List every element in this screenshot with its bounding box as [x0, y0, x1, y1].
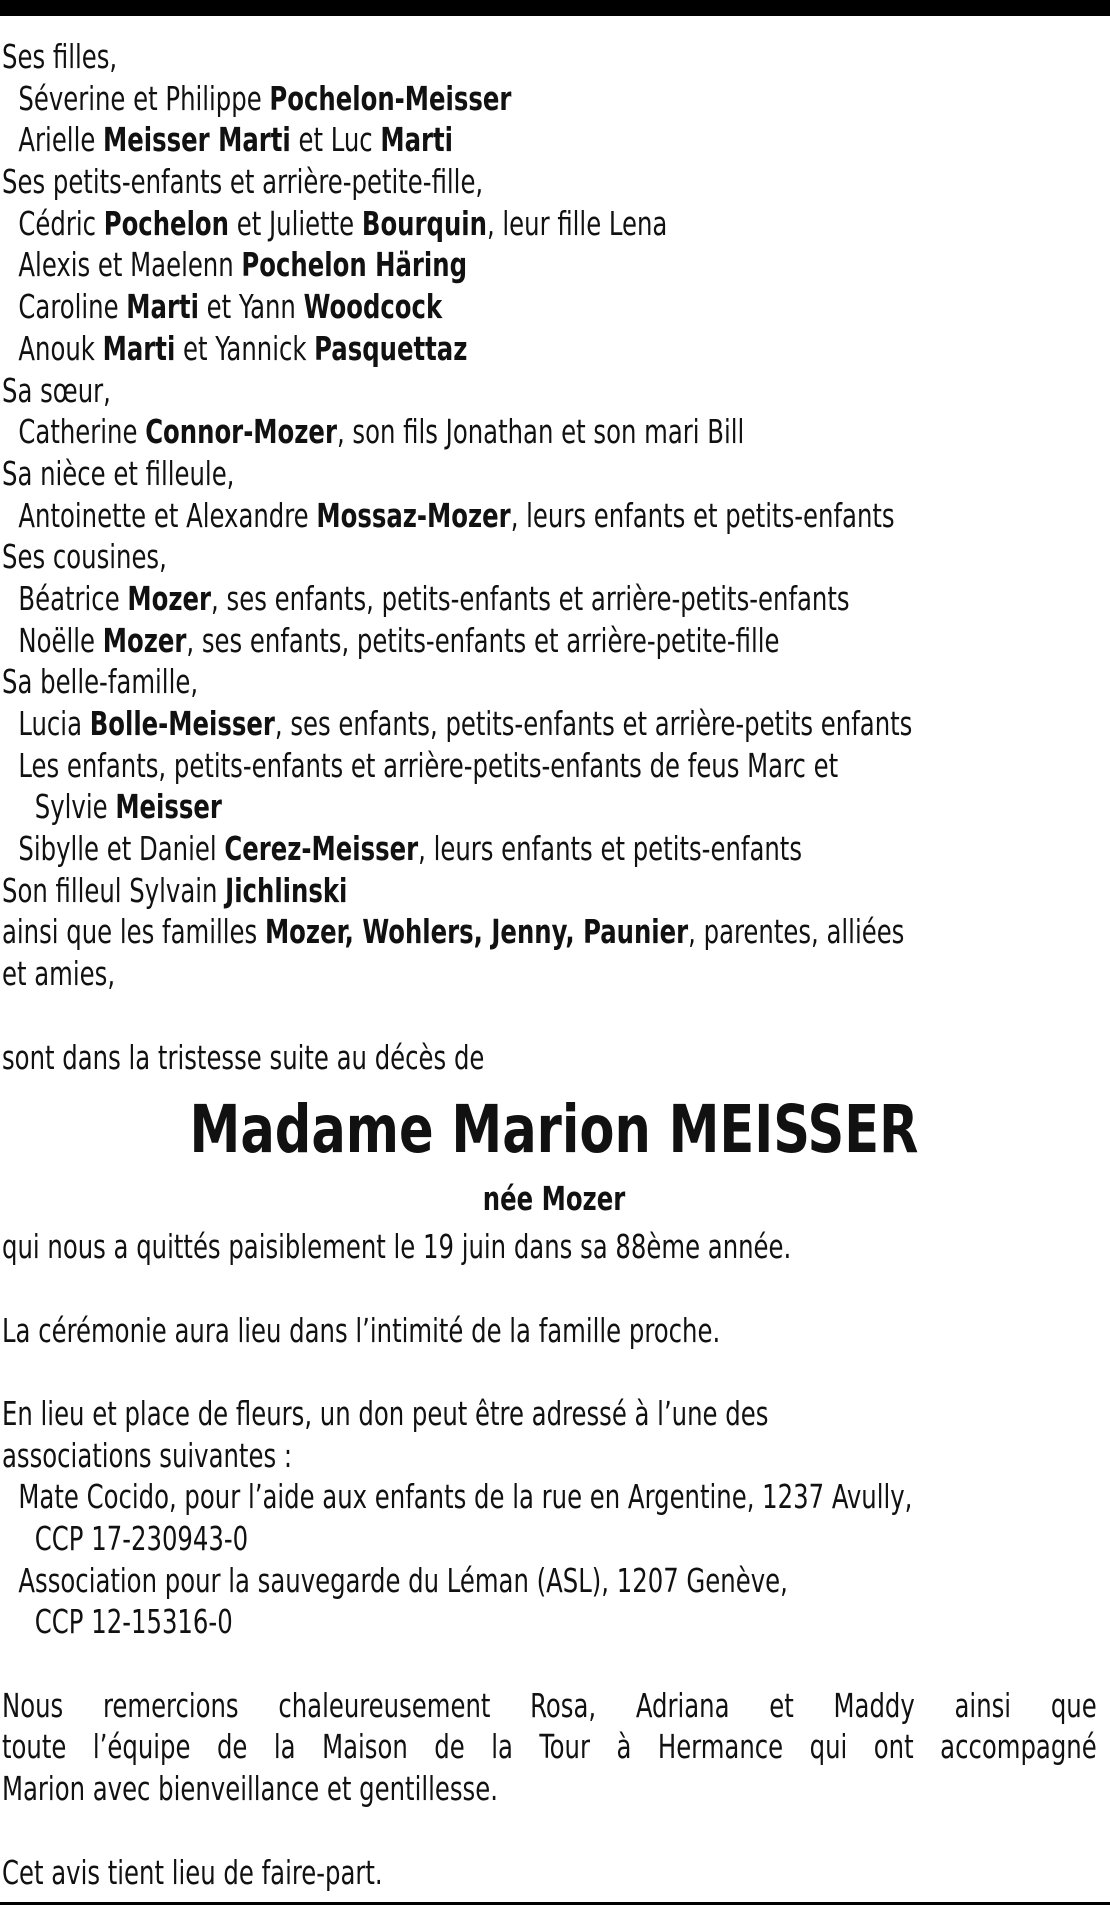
- notice-body: [2, 36, 1106, 1893]
- cousin-line-1: Béatrice Mozer, ses enfants, petits-enfants et arrière-petits-enfants: [18, 578, 850, 618]
- families-line-continued: et amies,: [2, 954, 116, 994]
- bottom-border-rule: [0, 1902, 1110, 1905]
- niece-line: Antoinette et Alexandre Mossaz-Mozer, leurs enfants et petits-enfants: [18, 495, 895, 535]
- spacer: [2, 1351, 1106, 1393]
- grandchild-line-2: Alexis et Maelenn Pochelon Häring: [18, 245, 468, 285]
- maiden-name: née Mozer: [482, 1179, 626, 1219]
- inlaw-line-1: Lucia Bolle-Meisser, ses enfants, petits-enfants et arrière-petits enfants: [18, 704, 913, 743]
- spacer: [2, 995, 1106, 1037]
- cousin-line-2: Noëlle Mozer, ses enfants, petits-enfants et arrière-petite-fille: [18, 620, 780, 660]
- association-2: Association pour la sauvegarde du Léman (ASL), 1207 Genève,: [18, 1560, 788, 1600]
- daughter-line-2: Arielle Meisser Marti et Luc Marti: [18, 120, 454, 160]
- grandchild-line-1: Cédric Pochelon et Juliette Bourquin, leur fille Lena: [18, 203, 668, 243]
- notice-statement: Cet avis tient lieu de faire-part.: [2, 1852, 383, 1892]
- sister-line: Catherine Connor-Mozer, son fils Jonathan et son mari Bill: [18, 412, 745, 452]
- cousins-heading: Ses cousines,: [2, 537, 167, 577]
- thanks-paragraph: [2, 1685, 1097, 1810]
- association-2-account: CCP 12-15316-0: [34, 1602, 233, 1642]
- niece-heading: Sa nièce et filleule,: [2, 453, 235, 493]
- association-1-account: CCP 17-230943-0: [34, 1519, 249, 1558]
- donation-intro-2: associations suivantes :: [2, 1435, 293, 1475]
- daughters-heading: Ses filles,: [2, 37, 118, 76]
- sister-heading: Sa sœur,: [2, 370, 111, 410]
- ceremony-statement: La cérémonie aura lieu dans l’intimité de la famille proche.: [2, 1310, 721, 1350]
- association-1: Mate Cocido, pour l’aide aux enfants de la rue en Argentine, 1237 Avully,: [18, 1477, 913, 1517]
- inlaw-line-2-continued: Sylvie Meisser: [34, 787, 222, 827]
- passing-statement: qui nous a quittés paisiblement le 19 juin dans sa 88ème année.: [2, 1227, 792, 1267]
- deceased-name: Madame Marion MEISSER: [189, 1091, 919, 1169]
- inlaws-heading: Sa belle-famille,: [2, 662, 199, 702]
- announcement-intro: sont dans la tristesse suite au décès de: [2, 1037, 485, 1077]
- godson-line: Son filleul Sylvain Jichlinski: [2, 870, 348, 910]
- thanks-line-3: Marion avec bienveillance et gentillesse.: [2, 1769, 498, 1809]
- spacer: [2, 1810, 1106, 1852]
- daughter-line-1: Séverine et Philippe Pochelon-Meisser: [18, 78, 512, 118]
- inlaw-line-3: Sibylle et Daniel Cerez-Meisser, leurs enfants et petits-enfants: [18, 829, 803, 869]
- grandchild-line-3: Caroline Marti et Yann Woodcock: [18, 287, 443, 327]
- families-line: ainsi que les familles Mozer, Wohlers, Jenny, Paunier, parentes, alliées: [2, 912, 905, 952]
- spacer: [2, 1268, 1106, 1310]
- thanks-line-1: Nous remercions chaleureusement Rosa, Adriana et Maddy ainsi que: [2, 1685, 1097, 1725]
- spacer: [2, 1643, 1106, 1685]
- grandchild-line-4: Anouk Marti et Yannick Pasquettaz: [18, 328, 468, 368]
- donation-intro-1: En lieu et place de fleurs, un don peut être adressé à l’une des: [2, 1393, 769, 1433]
- top-border-rule: [0, 0, 1110, 16]
- inlaw-line-2: Les enfants, petits-enfants et arrière-petits-enfants de feus Marc et: [18, 745, 839, 785]
- thanks-line-2: toute l’équipe de la Maison de la Tour à Hermance qui ont accompagné: [2, 1727, 1097, 1767]
- grandchildren-heading: Ses petits-enfants et arrière-petite-fille,: [2, 162, 484, 202]
